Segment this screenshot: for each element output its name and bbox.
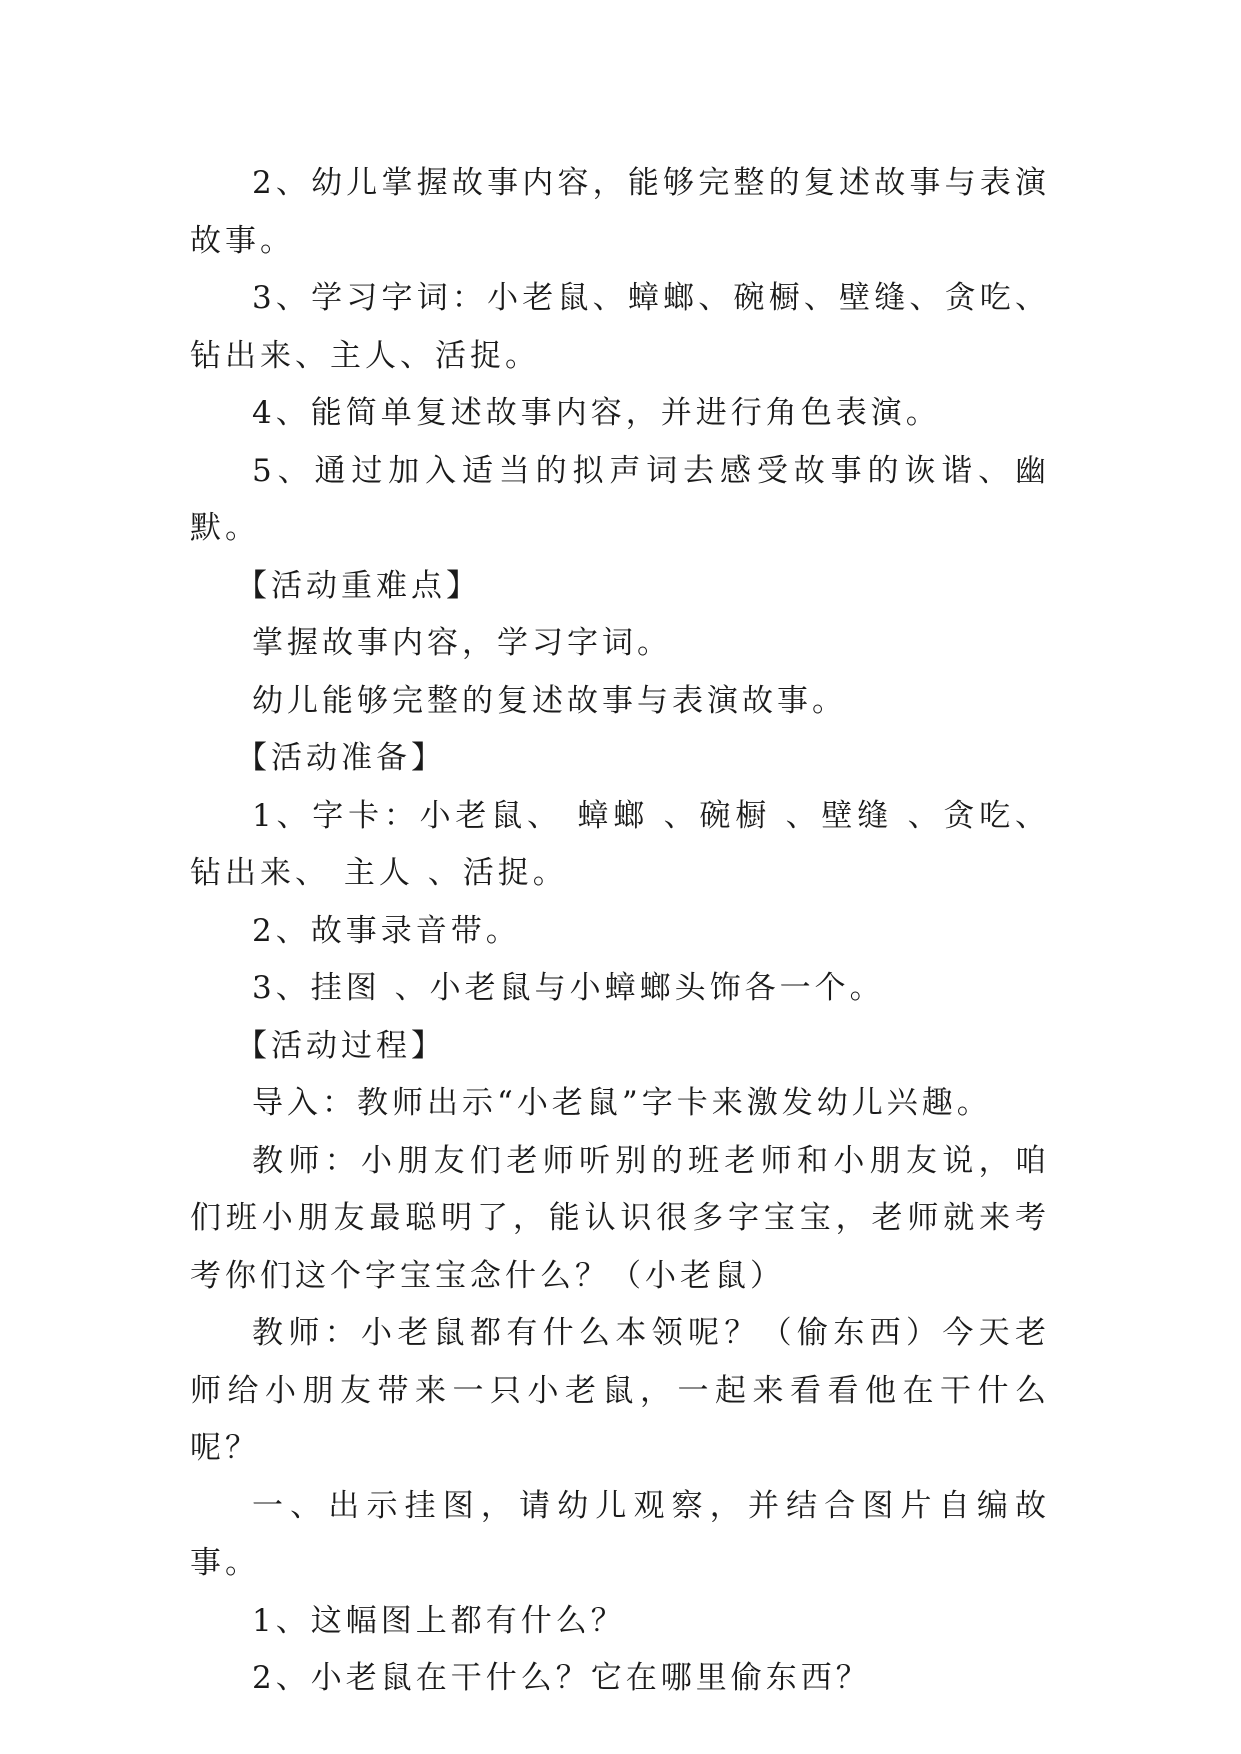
step-1-heading: 一、出示挂图，请幼儿观察，并结合图片自编故事。 (190, 1487, 1050, 1581)
objective-2: 2、幼儿掌握故事内容，能够完整的复述故事与表演故事。 (190, 165, 1050, 259)
teacher-line-2: 教师：小老鼠都有什么本领呢？（偷东西）今天老师给小朋友带来一只小老鼠，一起来看看他在干什么呢？ (190, 1315, 1050, 1466)
preparation-3: 3、挂图 、小老鼠与小蟑螂头饰各一个。 (252, 970, 885, 1006)
objective-5: 5、通过加入适当的拟声词去感受故事的诙谐、幽默。 (190, 452, 1050, 546)
key-point-1: 掌握故事内容，学习字词。 (252, 625, 672, 661)
process-intro: 导入：教师出示“小老鼠”字卡来激发幼儿兴趣。 (252, 1085, 992, 1121)
section-heading-preparation: 【活动准备】 (236, 740, 446, 776)
document-body (190, 155, 1050, 1708)
preparation-1: 1、字卡：小老鼠、 蟑螂 、碗橱 、壁缝 、贪吃、 钻出来、 主人 、活捉。 (190, 797, 1050, 891)
preparation-2: 2、故事录音带。 (252, 912, 521, 949)
step-1-question-1: 1、这幅图上都有什么？ (252, 1602, 626, 1639)
key-point-2: 幼儿能够完整的复述故事与表演故事。 (252, 682, 847, 719)
section-heading-process: 【活动过程】 (236, 1027, 446, 1064)
section-heading-key-points: 【活动重难点】 (236, 567, 481, 604)
objective-3: 3、学习字词：小老鼠、蟑螂、碗橱、壁缝、贪吃、钻出来、主人、活捉。 (190, 280, 1050, 374)
objective-4: 4、能简单复述故事内容，并进行角色表演。 (252, 395, 941, 431)
teacher-line-1: 教师：小朋友们老师听别的班老师和小朋友说，咱们班小朋友最聪明了，能认识很多字宝宝，老师就来考考你们这个字宝宝念什么？（小老鼠） (190, 1142, 1050, 1294)
step-1-question-2: 2、小老鼠在干什么？它在哪里偷东西？ (252, 1660, 871, 1696)
